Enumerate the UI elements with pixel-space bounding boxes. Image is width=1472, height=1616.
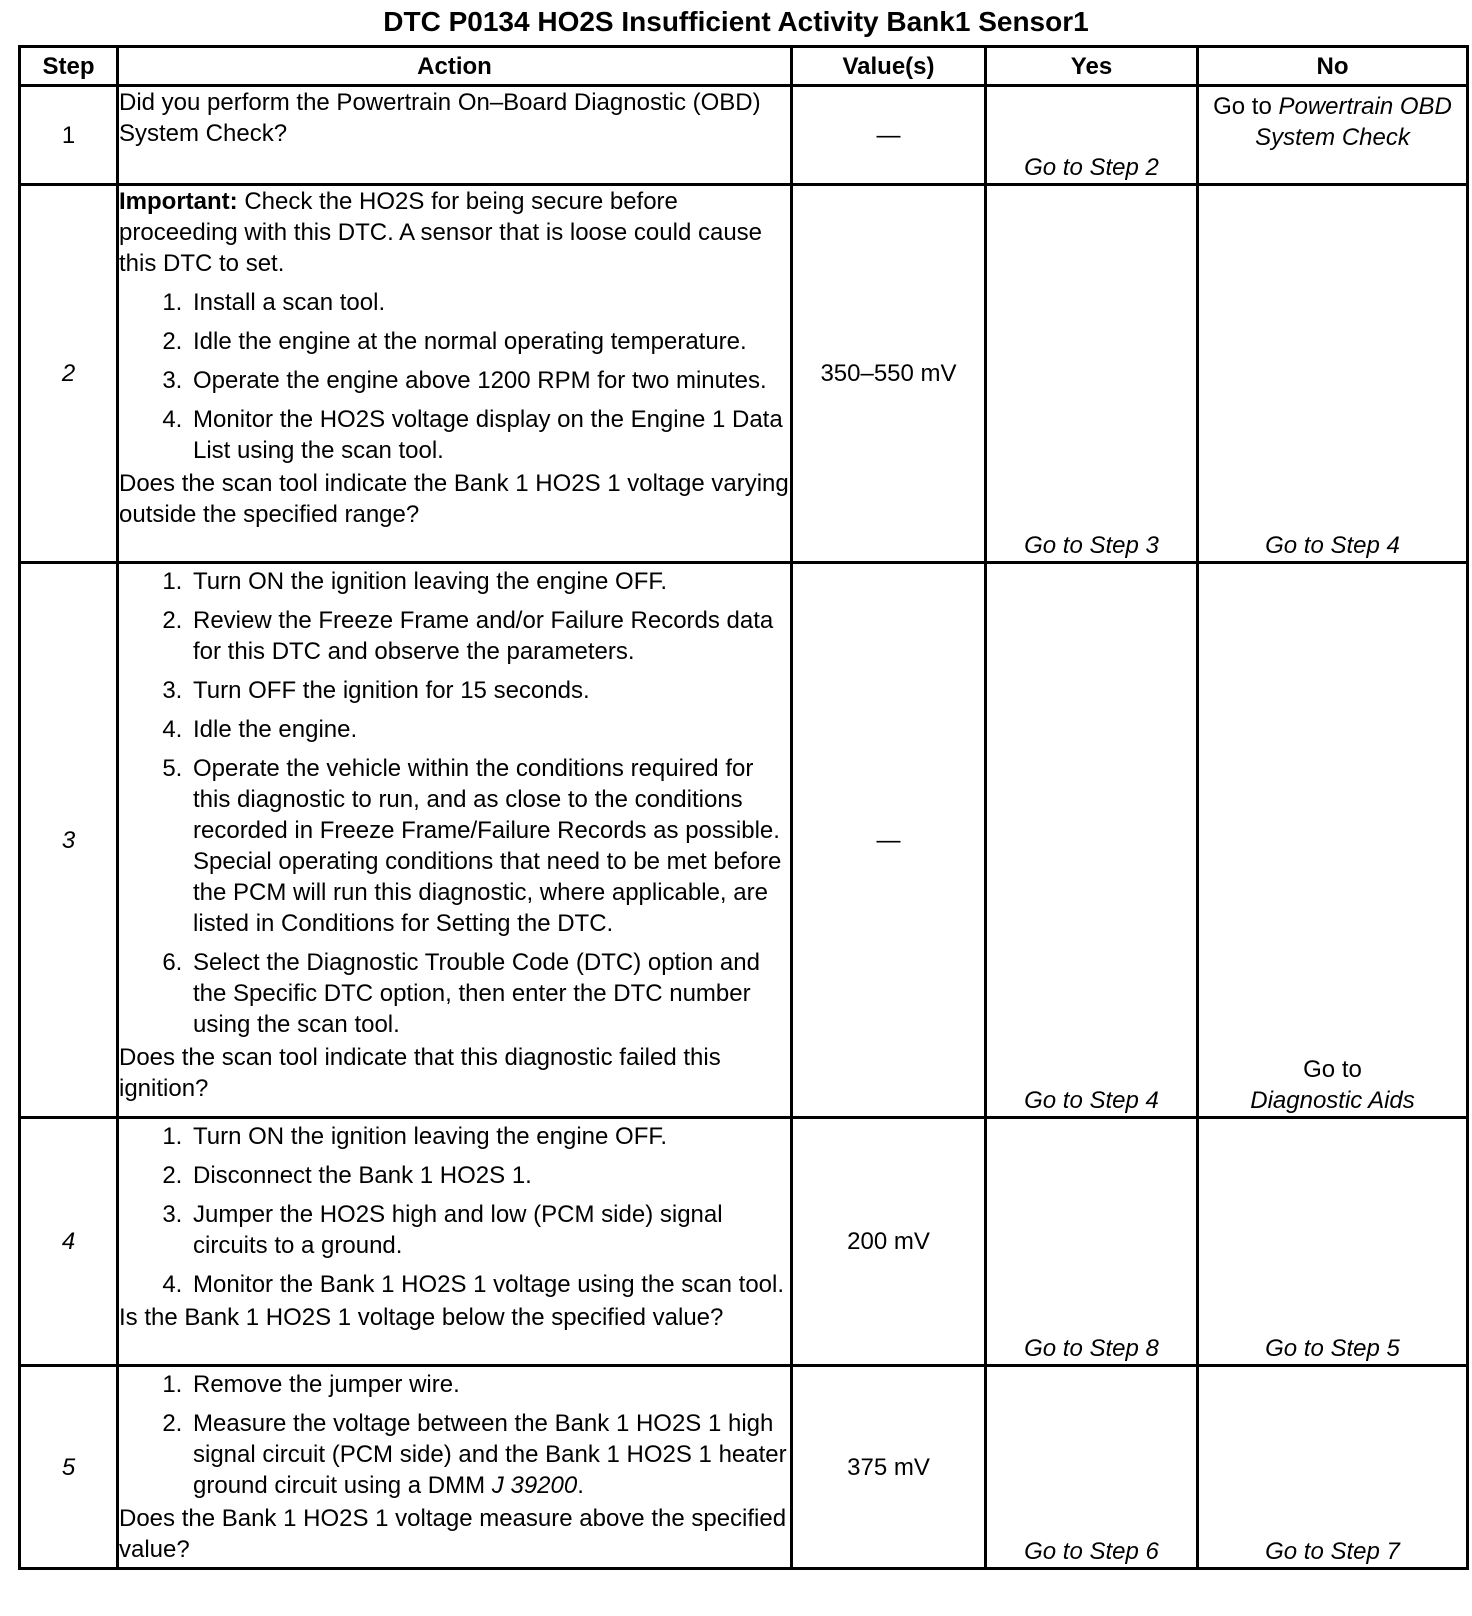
action-step-text: Measure the voltage between the Bank 1 HO2S 1 high signal circuit (PCM side) and the Bank 1 HO2S 1 heater ground circuit using a DMM	[193, 1410, 787, 1499]
action-steps	[119, 566, 790, 1040]
value-cell: 375 mV	[792, 1366, 986, 1569]
action-steps	[119, 287, 790, 466]
action-question: Did you perform the Powertrain On–Board Diagnostic (OBD) System Check?	[119, 89, 761, 147]
important-label: Important:	[119, 188, 238, 215]
no-link[interactable]	[1198, 563, 1468, 1118]
action-step-item: 1. Turn ON the ignition leaving the engine OFF.	[189, 566, 790, 597]
diagnostic-table	[18, 45, 1469, 1570]
action-question: Is the Bank 1 HO2S 1 voltage below the specified value?	[119, 1304, 724, 1331]
table-row-step-2	[20, 185, 1468, 563]
action-step-item: 4. Idle the engine.	[189, 714, 790, 745]
action-cell	[118, 185, 792, 563]
no-link[interactable]	[1198, 86, 1468, 185]
action-cell	[118, 1118, 792, 1366]
action-cell	[118, 563, 792, 1118]
table-header-row	[20, 47, 1468, 86]
no-link[interactable]: Go to Step 4	[1198, 185, 1468, 563]
yes-link[interactable]: Go to Step 6	[986, 1366, 1198, 1569]
action-steps	[119, 1369, 790, 1501]
no-link[interactable]: Go to Step 5	[1198, 1118, 1468, 1366]
value-cell: —	[792, 86, 986, 185]
no-link-target: Powertrain OBD System Check	[1255, 93, 1452, 151]
action-step-item: 1. Remove the jumper wire.	[189, 1369, 790, 1400]
no-link-target: Diagnostic Aids	[1250, 1087, 1415, 1114]
no-link-prefix: Go to	[1303, 1056, 1362, 1083]
step-number: 4	[20, 1118, 118, 1366]
action-step-item: 3. Turn OFF the ignition for 15 seconds.	[189, 675, 790, 706]
important-note	[119, 186, 790, 279]
step-number: 1	[20, 86, 118, 185]
table-row-step-5	[20, 1366, 1468, 1569]
step-number: 3	[20, 563, 118, 1118]
no-link[interactable]: Go to Step 7	[1198, 1366, 1468, 1569]
action-step-item: 2. Idle the engine at the normal operating temperature.	[189, 326, 790, 357]
step-number: 5	[20, 1366, 118, 1569]
action-step-item: 4. Monitor the Bank 1 HO2S 1 voltage using the scan tool.	[189, 1269, 790, 1300]
action-question: Does the Bank 1 HO2S 1 voltage measure above the specified value?	[119, 1505, 787, 1563]
yes-link[interactable]: Go to Step 2	[986, 86, 1198, 185]
value-cell: —	[792, 563, 986, 1118]
action-step-item: 3. Operate the engine above 1200 RPM for two minutes.	[189, 365, 790, 396]
no-link-prefix: Go to	[1213, 93, 1272, 120]
action-cell	[118, 1366, 792, 1569]
yes-link[interactable]: Go to Step 3	[986, 185, 1198, 563]
tool-reference: J 39200	[491, 1472, 578, 1499]
action-step-item: 3. Jumper the HO2S high and low (PCM side) signal circuits to a ground.	[189, 1199, 790, 1261]
value-cell: 350–550 mV	[792, 185, 986, 563]
yes-link[interactable]: Go to Step 8	[986, 1118, 1198, 1366]
page-title: DTC P0134 HO2S Insufficient Activity Bank1 Sensor1	[383, 6, 1089, 37]
action-step-item: 5. Operate the vehicle within the conditions required for this diagnostic to run, and as close to the conditions recorded in Freeze Frame/Failure Records as possible. Special operating conditions that need to be met before the PCM will run this diagnostic, where applicable, are listed in Conditions for Setting the DTC.	[189, 753, 790, 939]
important-text: Check the HO2S for being secure before proceeding with this DTC. A sensor that is loose could cause this DTC to set.	[119, 188, 763, 277]
value-cell: 200 mV	[792, 1118, 986, 1366]
header-values: Value(s)	[792, 47, 986, 86]
action-step-item: 4. Monitor the HO2S voltage display on the Engine 1 Data List using the scan tool.	[189, 404, 790, 466]
header-step: Step	[20, 47, 118, 86]
action-steps	[119, 1121, 790, 1300]
action-cell	[118, 86, 792, 185]
header-yes: Yes	[986, 47, 1198, 86]
action-step-item: 2. Review the Freeze Frame and/or Failure Records data for this DTC and observe the parameters.	[189, 605, 790, 667]
action-question: Does the scan tool indicate that this diagnostic failed this ignition?	[119, 1044, 721, 1102]
header-action: Action	[118, 47, 792, 86]
action-step-item: 1. Install a scan tool.	[189, 287, 790, 318]
action-step-item: 6. Select the Diagnostic Trouble Code (DTC) option and the Specific DTC option, then enter the DTC number using the scan tool.	[189, 947, 790, 1040]
action-question: Does the scan tool indicate the Bank 1 HO2S 1 voltage varying outside the specified range?	[119, 470, 789, 528]
header-no: No	[1198, 47, 1468, 86]
action-step-item: 1. Turn ON the ignition leaving the engine OFF.	[189, 1121, 790, 1152]
table-row-step-4	[20, 1118, 1468, 1366]
table-row-step-1	[20, 86, 1468, 185]
step-number: 2	[20, 185, 118, 563]
action-step-item: 2. Disconnect the Bank 1 HO2S 1.	[189, 1160, 790, 1191]
action-step-item: 2. Measure the voltage between the Bank 1 HO2S 1 high signal circuit (PCM side) and the Bank 1 HO2S 1 heater ground circuit using a DMM J 39200.	[189, 1408, 790, 1501]
yes-link[interactable]: Go to Step 4	[986, 563, 1198, 1118]
table-row-step-3	[20, 563, 1468, 1118]
